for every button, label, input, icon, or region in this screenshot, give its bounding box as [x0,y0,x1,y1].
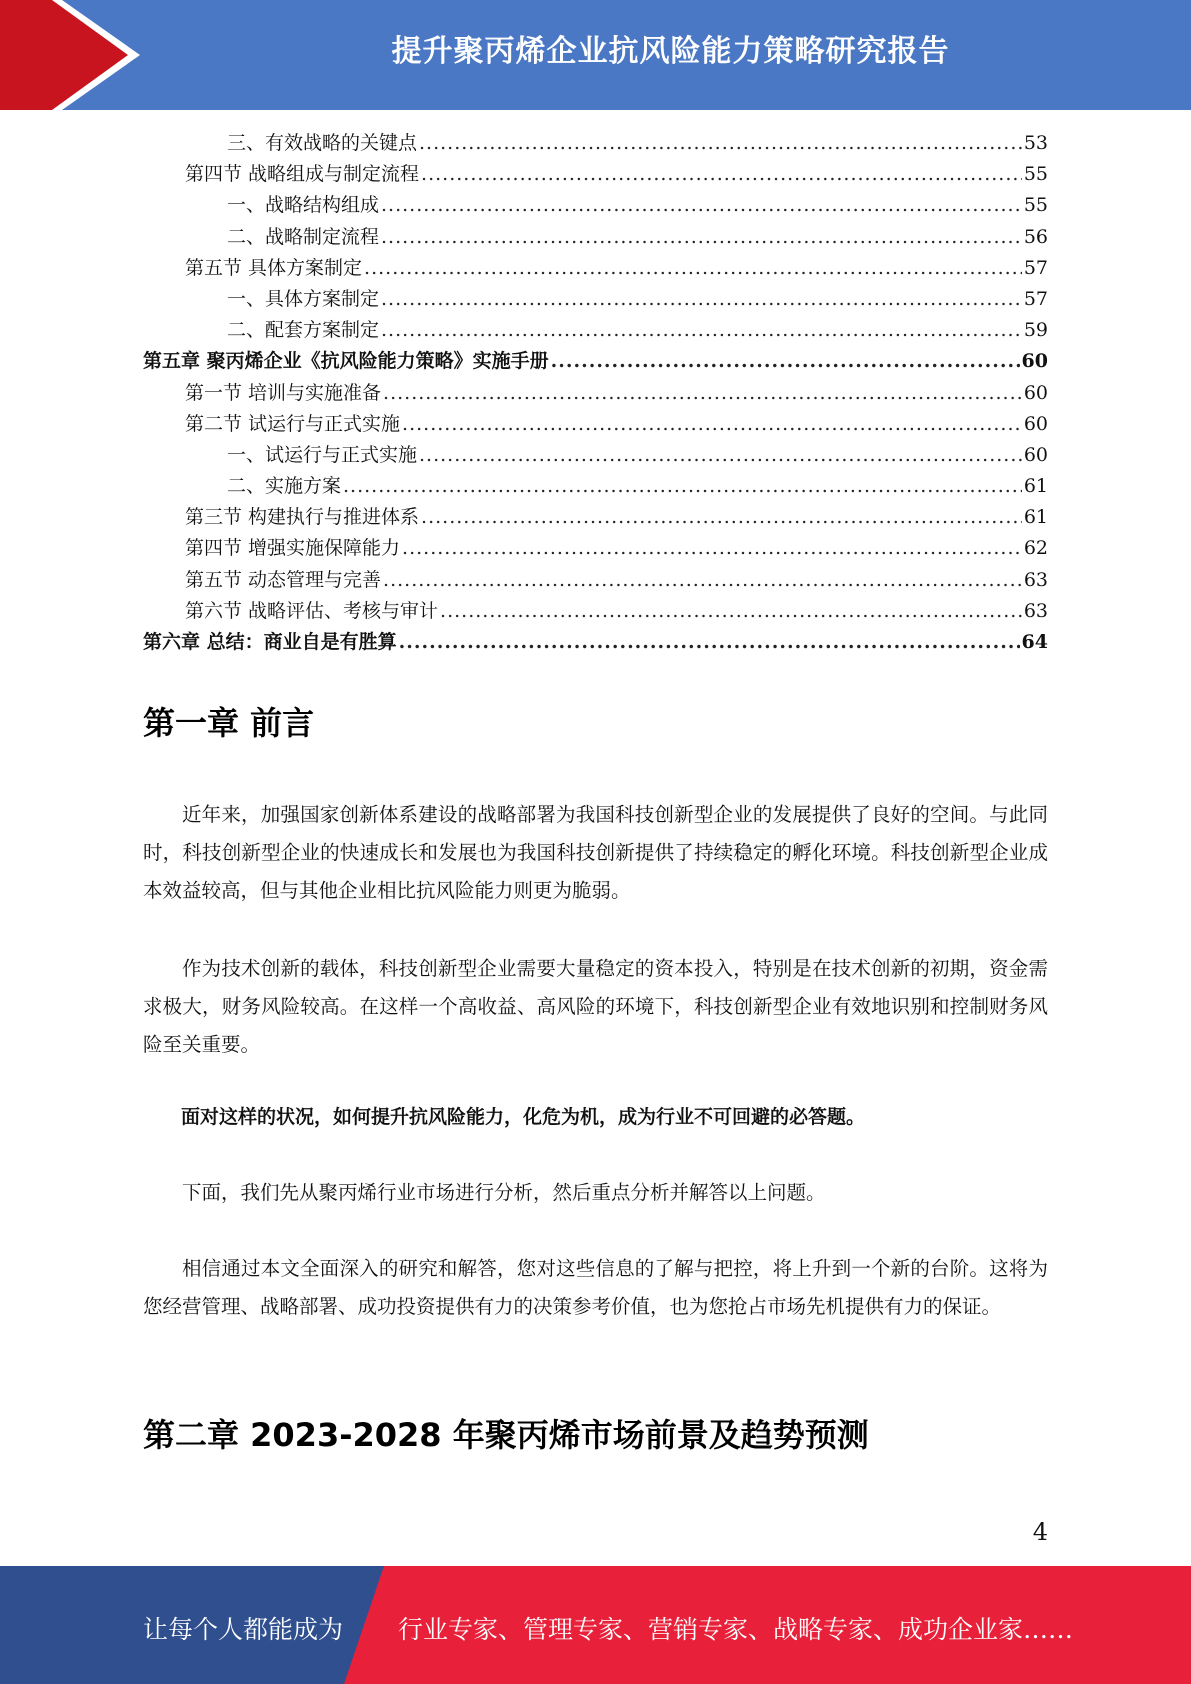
toc-leader-dots [383,378,1022,409]
toc-entry-title: 第一节 培训与实施准备 [185,381,382,404]
toc-entry[interactable] [143,409,1048,440]
toc-leader-dots [419,128,1022,159]
toc-entry[interactable] [143,596,1048,627]
toc-entry-page: 60 [1023,381,1048,404]
toc-entry-title: 三、有效战略的关键点 [227,132,418,154]
page-footer [0,1566,1191,1684]
toc-entry-title: 二、战略制定流程 [227,225,380,248]
toc-entry[interactable] [143,627,1048,658]
toc-entry-title: 二、实施方案 [227,475,342,498]
toc-entry[interactable] [143,222,1048,253]
toc-entry[interactable] [143,253,1048,284]
toc-entry[interactable] [143,190,1048,221]
report-title: 提升聚丙烯企业抗风险能力策略研究报告 [391,34,950,69]
paragraph-2: 作为技术创新的载体，科技创新型企业需要大量稳定的资本投入，特别是在技术创新的初期，资金需求极大，财务风险较高。在这样一个高收益、高风险的环境下，科技创新型企业有效地识别和控制财务风险至关重要。 [143,957,1048,1056]
toc-entry-title: 一、试运行与正式实施 [227,443,418,466]
toc-entry-title: 第五节 动态管理与完善 [185,568,382,591]
toc-entry-page: 60 [1023,443,1048,466]
toc-leader-dots [383,565,1022,596]
footer-slogan-right: 行业专家、管理专家、营销专家、战略专家、成功企业家…… [398,1615,1074,1644]
toc-leader-dots [402,533,1022,564]
toc-entry-page: 55 [1023,163,1048,186]
toc-entry-title: 第三节 构建执行与推进体系 [185,506,420,529]
toc-entry-page: 62 [1023,537,1048,560]
toc-leader-dots [421,159,1022,190]
toc-leader-dots [364,253,1022,284]
toc-entry-title: 第六章 总结：商业自是有胜算 [143,631,397,653]
toc-entry-title: 第四节 增强实施保障能力 [185,537,401,560]
toc-entry-page: 60 [1021,350,1048,373]
toc-entry[interactable] [143,533,1048,564]
toc-entry[interactable] [143,440,1048,471]
toc-entry[interactable] [143,471,1048,502]
footer-slogan-left: 让每个人都能成为 [143,1615,344,1644]
toc-entry-page: 56 [1023,225,1048,248]
toc-entry-page: 57 [1023,256,1048,279]
toc-entry-page: 60 [1023,412,1048,435]
toc-entry[interactable] [143,315,1048,346]
toc-entry-title: 二、配套方案制定 [227,319,380,342]
toc-leader-dots [551,346,1020,377]
toc-entry-title: 第五节 具体方案制定 [185,256,363,279]
toc-entry[interactable] [143,284,1048,315]
toc-entry-page: 63 [1023,599,1048,622]
toc-leader-dots [381,315,1022,346]
toc-leader-dots [402,409,1022,440]
toc-entry-page: 61 [1023,475,1048,498]
paragraph-3-emphasis: 面对这样的状况，如何提升抗风险能力，化危为机，成为行业不可回避的必答题。 [181,1106,866,1128]
toc-leader-dots [440,596,1022,627]
toc-leader-dots [421,502,1022,533]
paragraph-1: 近年来，加强国家创新体系建设的战略部署为我国科技创新型企业的发展提供了良好的空间。与此同时，科技创新型企业的快速成长和发展也为我国科技创新提供了持续稳定的孵化环境。科技创新型企业成本效益较高，但与其他企业相比抗风险能力则更为脆弱。 [143,803,1048,902]
toc-entry[interactable] [143,346,1048,377]
table-of-contents [143,128,1048,658]
toc-entry-title: 一、战略结构组成 [227,194,380,217]
toc-leader-dots [381,222,1022,253]
toc-entry-page: 61 [1023,506,1048,529]
paragraph-4: 下面，我们先从聚丙烯行业市场进行分析，然后重点分析并解答以上问题。 [182,1181,826,1204]
toc-entry-title: 第四节 战略组成与制定流程 [185,163,420,186]
toc-entry-title: 第二节 试运行与正式实施 [185,412,401,435]
toc-entry[interactable] [143,378,1048,409]
toc-entry-page: 53 [1023,132,1048,154]
toc-entry-title: 第五章 聚丙烯企业《抗风险能力策略》实施手册 [143,350,549,373]
toc-leader-dots [419,440,1022,471]
chapter-1-heading: 第一章 前言 [143,704,315,742]
page-number: 4 [1032,1518,1048,1546]
toc-entry-title: 第六节 战略评估、考核与审计 [185,599,439,622]
chapter-2-heading: 第二章 2023-2028 年聚丙烯市场前景及趋势预测 [143,1416,869,1454]
toc-leader-dots [399,627,1020,658]
page-header [0,0,1191,110]
toc-entry-page: 55 [1023,194,1048,217]
toc-leader-dots [381,284,1022,315]
toc-entry-title: 一、具体方案制定 [227,287,380,310]
toc-entry-page: 63 [1023,568,1048,591]
toc-entry-page: 64 [1021,631,1048,653]
toc-entry-page: 59 [1023,319,1048,342]
toc-leader-dots [381,190,1022,221]
toc-leader-dots [343,471,1022,502]
toc-entry[interactable] [143,159,1048,190]
toc-entry-page: 57 [1023,287,1048,310]
paragraph-5: 相信通过本文全面深入的研究和解答，您对这些信息的了解与把控，将上升到一个新的台阶。这将为您经营管理、战略部署、成功投资提供有力的决策参考价值，也为您抢占市场先机提供有力的保证。 [143,1257,1048,1318]
toc-entry[interactable] [143,565,1048,596]
toc-entry[interactable] [143,128,1048,159]
toc-entry[interactable] [143,502,1048,533]
